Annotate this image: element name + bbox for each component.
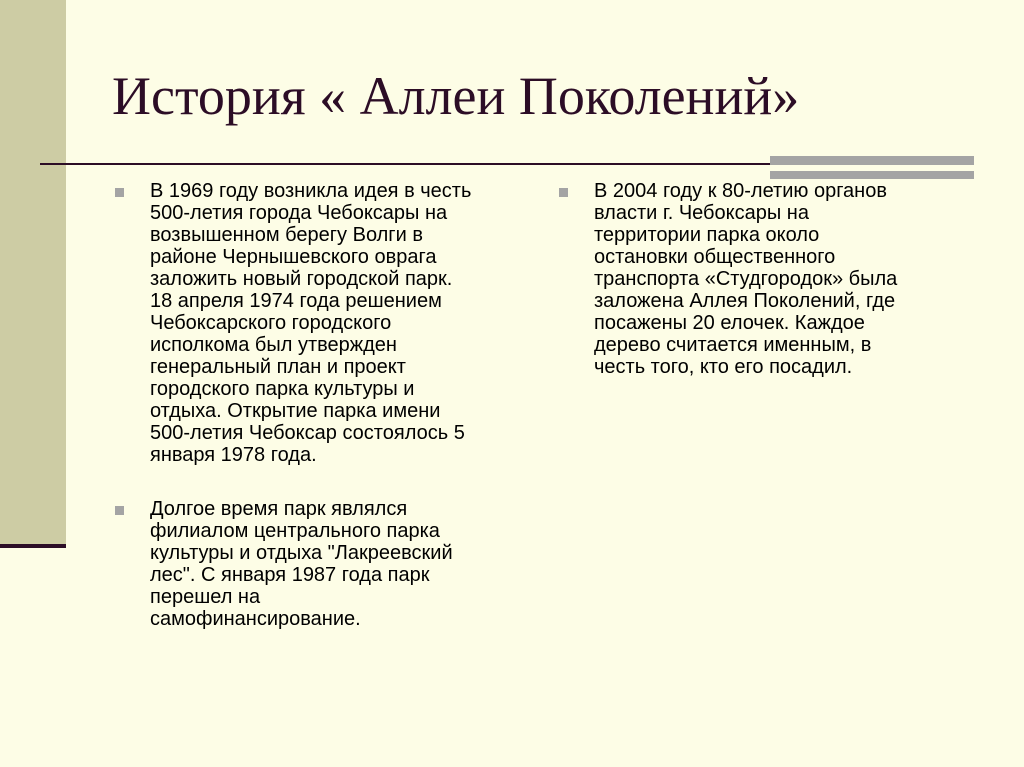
bullet-text-line: Долгое время парк являлся xyxy=(150,498,408,520)
bullet-text-line: возвышенном берегу Волги в xyxy=(150,224,423,246)
bullet-text-line: дерево считается именным, в xyxy=(594,334,872,356)
bullet-text-line: остановки общественного xyxy=(594,246,836,268)
bullet-text xyxy=(594,180,976,378)
bullet-text-line: посажены 20 елочек. Каждое xyxy=(594,312,865,334)
bullet-text-line: транспорта «Студгородок» была xyxy=(594,268,898,290)
right-bullet-item xyxy=(556,180,976,378)
bullet-text-line: В 1969 году возникла идея в честь xyxy=(150,180,472,202)
bullet-text-line: Чебоксарского городского xyxy=(150,312,392,334)
right-content-column xyxy=(556,180,976,410)
left-content-column xyxy=(112,180,512,662)
bullet-text-line: января 1978 года. xyxy=(150,444,317,466)
bullet-text-line: исполкома был утвержден xyxy=(150,334,397,356)
bullet-text-line: 18 апреля 1974 года решением xyxy=(150,290,442,312)
bullet-text-line: районе Чернышевского оврага xyxy=(150,246,437,268)
bullet-text-line: лес". С января 1987 года парк xyxy=(150,564,430,586)
title-accent-bar-bottom xyxy=(770,171,974,179)
left-bullet-item xyxy=(112,498,512,630)
bullet-text xyxy=(150,498,512,630)
bullet-text-line: заложена Аллея Поколений, где xyxy=(594,290,896,312)
left-accent-rule xyxy=(0,544,66,548)
bullet-text-line: В 2004 году к 80-летию органов xyxy=(594,180,887,202)
bullet-text xyxy=(150,180,512,466)
square-bullet-icon xyxy=(115,188,124,197)
left-accent-band xyxy=(0,0,66,548)
bullet-text-line: 500-летия Чебоксар состоялось 5 xyxy=(150,422,465,444)
bullet-text-line: честь того, кто его посадил. xyxy=(594,356,853,378)
bullet-text-line: отдыха. Открытие парка имени xyxy=(150,400,441,422)
bullet-text-line: власти г. Чебоксары на xyxy=(594,202,809,224)
bullet-text-line: территории парка около xyxy=(594,224,820,246)
bullet-text-line: 500-летия города Чебоксары на xyxy=(150,202,448,224)
slide-title: История « Аллеи Поколений» xyxy=(112,66,800,126)
bullet-text-line: городского парка культуры и xyxy=(150,378,415,400)
bullet-text-line: заложить новый городской парк. xyxy=(150,268,453,290)
left-bullet-item xyxy=(112,180,512,466)
bullet-text-line: самофинансирование. xyxy=(150,608,361,630)
square-bullet-icon xyxy=(559,188,568,197)
bullet-text-line: филиалом центрального парка xyxy=(150,520,440,542)
bullet-text-line: перешел на xyxy=(150,586,261,608)
bullet-text-line: культуры и отдыха "Лакреевский xyxy=(150,542,453,564)
bullet-text-line: генеральный план и проект xyxy=(150,356,406,378)
title-accent-bar-top xyxy=(770,156,974,165)
square-bullet-icon xyxy=(115,506,124,515)
